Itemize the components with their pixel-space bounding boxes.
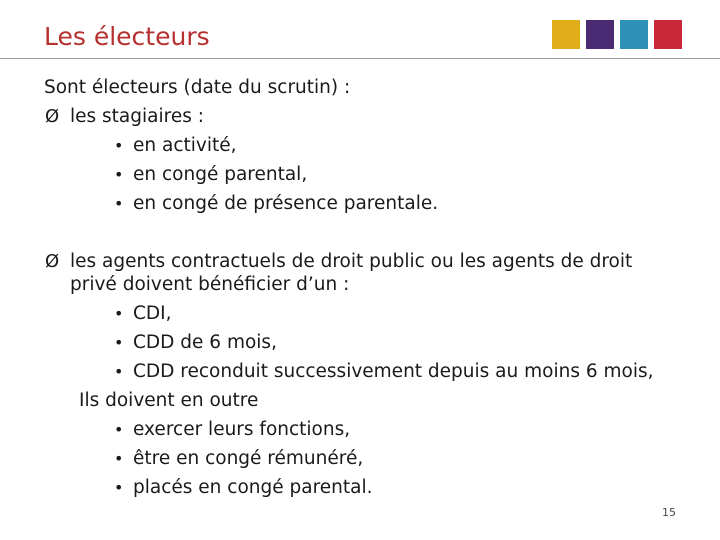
section2-extra-item: exercer leurs fonctions, bbox=[133, 419, 351, 440]
section1-item: en activité, bbox=[133, 135, 237, 156]
color-square-yellow bbox=[552, 20, 580, 49]
color-square-red bbox=[654, 20, 682, 49]
color-square-purple bbox=[586, 20, 614, 49]
bullet-icon: • bbox=[114, 194, 124, 213]
section2-label-line1: les agents contractuels de droit public ou les agents de droit bbox=[70, 251, 633, 272]
page-number: 15 bbox=[662, 506, 676, 519]
bullet-icon: • bbox=[114, 420, 124, 439]
color-square-blue bbox=[620, 20, 648, 49]
arrow-bullet-icon: Ø bbox=[45, 251, 60, 272]
section2-item: CDD de 6 mois, bbox=[133, 332, 277, 353]
section1-item: en congé de présence parentale. bbox=[133, 193, 439, 214]
title-rule bbox=[0, 58, 720, 59]
bullet-icon: • bbox=[114, 449, 124, 468]
intro-text: Sont électeurs (date du scrutin) : bbox=[44, 77, 351, 98]
bullet-icon: • bbox=[114, 136, 124, 155]
section2-label-line2: privé doivent bénéficier d’un : bbox=[70, 274, 350, 295]
bullet-icon: • bbox=[114, 333, 124, 352]
bullet-icon: • bbox=[114, 304, 124, 323]
bullet-icon: • bbox=[114, 362, 124, 381]
bullet-icon: • bbox=[114, 478, 124, 497]
section2-extra-item: être en congé rémunéré, bbox=[133, 448, 364, 469]
section2-extra-label: Ils doivent en outre bbox=[79, 390, 259, 411]
bullet-icon: • bbox=[114, 165, 124, 184]
section2-item: CDI, bbox=[133, 303, 172, 324]
section2-extra-item: placés en congé parental. bbox=[133, 477, 373, 498]
section2-item: CDD reconduit successivement depuis au moins 6 mois, bbox=[133, 361, 654, 382]
section1-item: en congé parental, bbox=[133, 164, 308, 185]
section1-label: les stagiaires : bbox=[70, 106, 204, 127]
slide-title: Les électeurs bbox=[44, 22, 210, 51]
arrow-bullet-icon: Ø bbox=[45, 106, 60, 127]
